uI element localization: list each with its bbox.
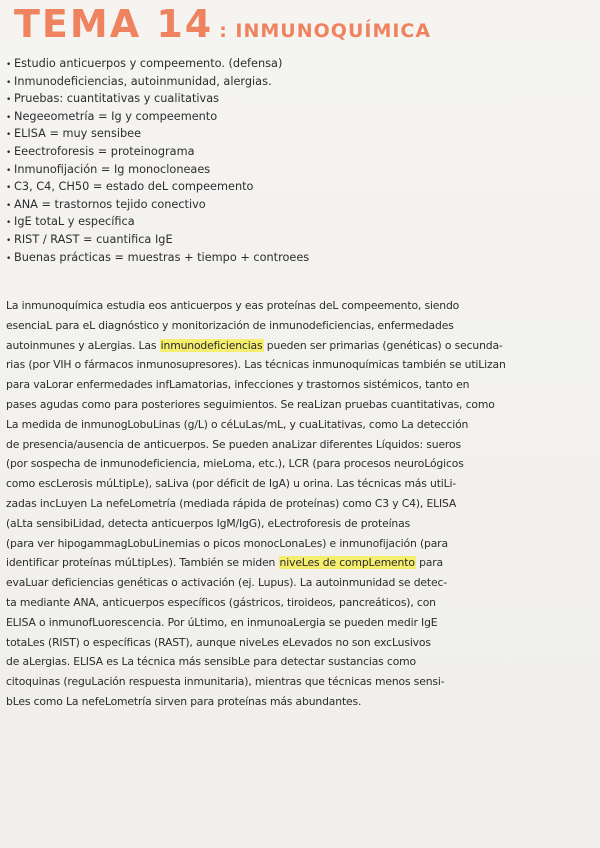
bullet-dot-icon: • <box>6 165 12 176</box>
bullet-dot-icon: • <box>6 147 12 158</box>
line-text: ta mediante ANA, anticuerpos específicos (gástricos, tiroideos, pancreáticos), con <box>6 595 436 609</box>
line-text: (aLta sensibiLidad, detecta anticuerpos IgM/IgG), eLectroforesis de proteínas <box>6 516 411 530</box>
line-text: autoinmunes y aLergias. Las <box>6 338 160 352</box>
paragraph-line <box>6 454 592 474</box>
bullet-item: • RIST / RAST = cuantifica IgE <box>6 231 586 249</box>
line-text: La medida de inmunogLobuLinas (g/L) o céLuLas/mL, y cuaLitativas, como La detección <box>6 417 469 431</box>
line-text: (para ver hipogammagLobuLinemias o picos monocLonaLes) e inmunofijación (para <box>6 536 448 550</box>
bullet-item: • Pruebas: cuantitativas y cualitativas <box>6 90 586 108</box>
line-text: pueden ser primarias (genéticas) o secunda- <box>263 338 503 352</box>
paragraph-line <box>6 613 592 633</box>
line-text: de aLergias. ELISA es La técnica más sensibLe para detectar sustancias como <box>6 655 416 669</box>
summary-paragraph <box>6 296 592 712</box>
bullet-dot-icon: • <box>6 95 12 106</box>
paragraph-line <box>6 336 592 356</box>
bullet-dot-icon: • <box>6 77 12 88</box>
paragraph-line <box>6 672 592 692</box>
bullet-dot-icon: • <box>6 235 12 246</box>
paragraph-line <box>6 553 592 573</box>
paragraph-line <box>6 692 592 712</box>
line-text: bLes como La nefeLometría sirven para proteínas más abundantes. <box>6 694 362 708</box>
line-text: identificar proteínas múLtipLes). También se miden <box>6 556 279 570</box>
paragraph-line <box>6 355 592 375</box>
bullet-item: • Inmunofijación = Ig monocloneaes <box>6 161 586 179</box>
line-text: evaLuar deficiencias genéticas o activación (ej. Lupus). La autoinmunidad se detec- <box>6 576 448 590</box>
paragraph-line <box>6 633 592 653</box>
bullet-dot-icon: • <box>6 253 12 264</box>
line-text: zadas incLuyen La nefeLometría (mediada rápida de proteínas) como C3 y C4), ELISA <box>6 496 457 510</box>
bullet-item: • Estudio anticuerpos y compeemento. (defensa) <box>6 55 586 73</box>
bullet-item: • IgE totaL y específica <box>6 213 586 231</box>
highlighted-term: inmunodeficiencias <box>160 338 263 352</box>
bullet-item: • ELISA = muy sensibee <box>6 125 586 143</box>
bullet-dot-icon: • <box>6 60 12 70</box>
paragraph-line <box>6 573 592 593</box>
bullet-dot-icon: • <box>6 200 12 211</box>
title-subtitle: : INMUNOQUÍMICA <box>219 20 432 42</box>
line-text: pases agudas como para posteriores seguimientos. Se reaLizan pruebas cuantitativas, como <box>6 397 495 411</box>
paragraph-line <box>6 534 592 554</box>
line-text: de presencia/ausencia de anticuerpos. Se pueden anaLizar diferentes Líquidos: sueros <box>6 437 461 451</box>
paragraph-line <box>6 494 592 514</box>
line-text: La inmunoquímica estudia eos anticuerpos y eas proteínas deL compeemento, siendo <box>6 299 460 312</box>
line-text: para <box>415 556 444 570</box>
paragraph-line <box>6 593 592 613</box>
bullet-item: • C3, C4, CH50 = estado deL compeemento <box>6 178 586 196</box>
line-text: como escLerosis múLtipLe), saLiva (por déficit de IgA) u orina. Las técnicas más utiLi- <box>6 477 457 491</box>
title-main: TEMA 14 <box>14 2 214 46</box>
page-title <box>14 2 586 52</box>
line-text: citoquinas (reguLación respuesta inmunitaria), mientras que técnicas menos sensi- <box>6 675 445 689</box>
line-text: totaLes (RIST) o específicas (RAST), aunque niveLes eLevados no son excLusivos <box>6 635 431 649</box>
line-text: ELISA o inmunofLuorescencia. Por úLtimo, en inmunoaLergia se pueden medir IgE <box>6 615 438 629</box>
line-text: esenciaL para eL diagnóstico y monitorización de inmunodeficiencias, enfermedades <box>6 318 454 332</box>
bullet-list <box>6 55 586 266</box>
paragraph-line <box>6 514 592 534</box>
bullet-item: • Inmunodeficiencias, autoinmunidad, alergias. <box>6 73 586 91</box>
bullet-item: • Buenas prácticas = muestras + tiempo + controees <box>6 249 586 267</box>
paragraph-line <box>6 296 592 316</box>
bullet-item: • ANA = trastornos tejido conectivo <box>6 196 586 214</box>
bullet-dot-icon: • <box>6 130 12 141</box>
bullet-dot-icon: • <box>6 112 12 123</box>
paragraph-line <box>6 435 592 455</box>
line-text: para vaLorar enfermedades infLamatorias, infecciones y trastornos sistémicos, tanto en <box>6 378 470 392</box>
bullet-item: • Negeeometría = Ig y compeemento <box>6 108 586 126</box>
bullet-item: • Eeectroforesis = proteinograma <box>6 143 586 161</box>
bullet-dot-icon: • <box>6 183 12 194</box>
highlighted-term: niveLes de compLemento <box>279 556 415 570</box>
paragraph-line <box>6 395 592 415</box>
paragraph-line <box>6 316 592 336</box>
line-text: rias (por VIH o fármacos inmunosupresores). Las técnicas inmunoquímicas también se utiLizan <box>6 358 506 372</box>
paragraph-line <box>6 474 592 494</box>
bullet-dot-icon: • <box>6 218 12 229</box>
paragraph-line <box>6 652 592 672</box>
line-text: (por sospecha de inmunodeficiencia, mieLoma, etc.), LCR (para procesos neuroLógicos <box>6 457 464 471</box>
paragraph-line <box>6 415 592 435</box>
paragraph-line <box>6 375 592 395</box>
